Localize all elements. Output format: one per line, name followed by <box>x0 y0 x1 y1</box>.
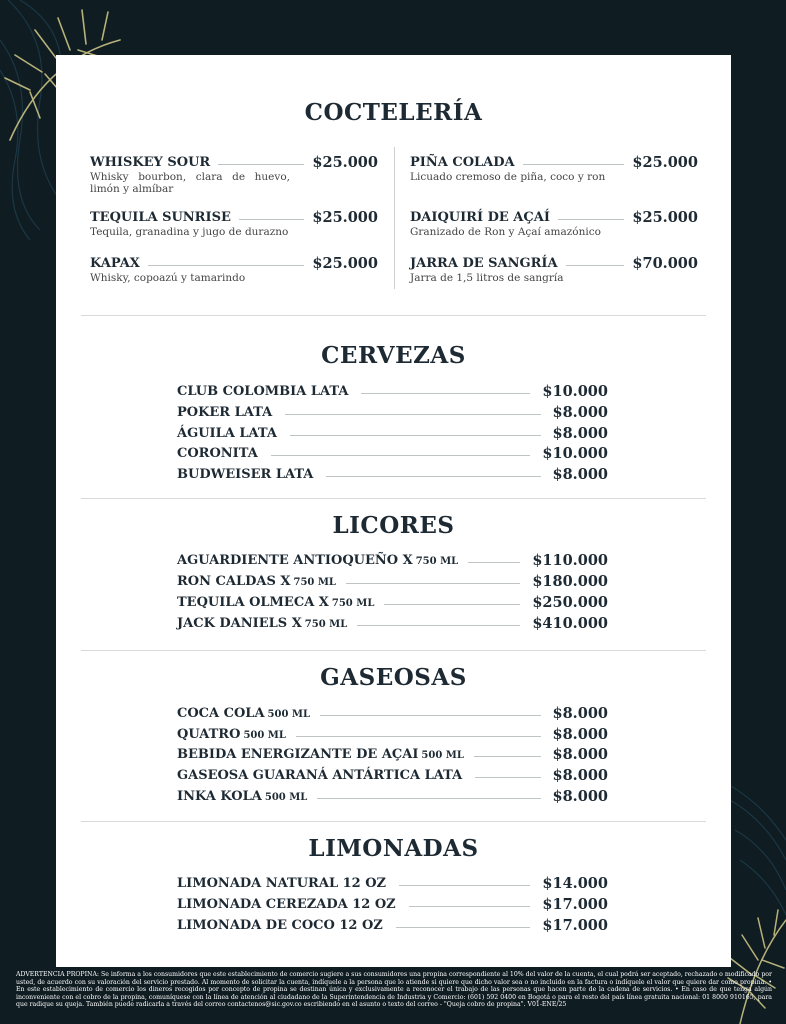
item-description: Tequila, granadina y jugo de durazno <box>90 226 289 238</box>
item-price: $25.000 <box>312 153 378 171</box>
leader-line <box>239 219 305 220</box>
leader-line <box>523 164 625 165</box>
leader-line <box>271 455 531 456</box>
menu-item-pina-colada <box>410 154 698 183</box>
leader-line <box>285 414 540 415</box>
item-name: TEQUILA OLMECA X 750 ML <box>177 595 375 610</box>
tip-disclaimer: ADVERTENCIA PROPINA: Se informa a los consumidores que este establecimiento de comercio sugiere a sus consumidores una propina correspondiente al 10% del valor de la cuenta, el cual podrá ser aceptado, rechazado o modificado por usted, de acuerdo con su valoración del servicio prestado. Al momento de solicitar la cuenta, indíquele a la persona que lo atiende si quiere que dicho valor sea o no incluido en la factura o indíquele el valor que quiere dar como propina. • En este establecimiento de comercio los dineros recogidos por concepto de propina se destinan única y exclusivamente a reconocer el trabajo de las personas que hacen parte de la cadena de servicios. • En caso de que tenga algún inconveniente con el cobro de la propina, comuníquese con la línea de atención al ciudadano de la Superintendencia de Industria y Comercio: (601) 592 0400 en Bogotá o para el resto del país línea gratuita nacional: 01 8000 910165, para que radique su queja. También puede radicarla a través del correo contactenos@sic.gov.co escribiendo en el asunto o texto del correo - "Queja cobro de propina". V01-ENE/25 <box>16 971 772 1009</box>
item-description: Jarra de 1,5 litros de sangría <box>410 272 564 284</box>
menu-item-jarra-sangria <box>410 255 698 284</box>
section-divider <box>81 821 706 822</box>
leader-line <box>399 885 530 886</box>
item-name: LIMONADA DE COCO 12 OZ <box>177 918 383 933</box>
item-price: $10.000 <box>542 383 608 400</box>
menu-item-inka-kola <box>177 787 608 806</box>
item-price: $25.000 <box>312 208 378 226</box>
leader-line <box>148 265 305 266</box>
leader-line <box>357 625 520 626</box>
item-price: $17.000 <box>542 917 608 934</box>
menu-panel <box>56 55 731 967</box>
item-name: LIMONADA NATURAL 12 OZ <box>177 876 387 891</box>
item-name: COCA COLA 500 ML <box>177 706 310 721</box>
column-separator <box>394 147 395 289</box>
leader-line <box>346 583 520 584</box>
leader-line <box>396 927 531 928</box>
section-title-cocteleria: COCTELERÍA <box>304 99 483 126</box>
menu-item-whiskey-sour <box>90 154 378 195</box>
item-name: POKER LATA <box>177 405 273 420</box>
menu-item-jack-daniels <box>177 614 608 633</box>
item-price: $8.000 <box>552 788 608 805</box>
section-divider <box>81 650 706 651</box>
leader-line <box>296 736 541 737</box>
item-price: $14.000 <box>542 875 608 892</box>
item-price: $17.000 <box>542 896 608 913</box>
item-name: QUATRO 500 ML <box>177 727 286 742</box>
menu-item-daiquiri-acai <box>410 209 698 238</box>
menu-item-coronita <box>177 444 608 463</box>
item-price: $8.000 <box>552 404 608 421</box>
menu-item-tequila-olmeca <box>177 593 608 612</box>
section-divider <box>81 315 706 316</box>
item-price: $25.000 <box>632 208 698 226</box>
item-name: KAPAX <box>90 255 140 271</box>
menu-item-quatro <box>177 725 608 744</box>
item-price: $8.000 <box>552 705 608 722</box>
menu-item-guarana <box>177 766 608 785</box>
item-description: Licuado cremoso de piña, coco y ron <box>410 171 606 183</box>
menu-item-budweiser <box>177 465 608 484</box>
leader-line <box>474 756 541 757</box>
item-name: INKA KOLA 500 ML <box>177 789 308 804</box>
leader-line <box>558 219 625 220</box>
item-price: $110.000 <box>532 552 608 569</box>
item-name: PIÑA COLADA <box>410 154 515 170</box>
menu-item-tequila-sunrise <box>90 209 378 238</box>
leader-line <box>290 435 541 436</box>
menu-item-limonada-cerezada <box>177 895 608 914</box>
item-name: RON CALDAS X 750 ML <box>177 574 336 589</box>
menu-item-club-colombia <box>177 382 608 401</box>
item-description: Granizado de Ron y Açaí amazónico <box>410 226 601 238</box>
menu-item-poker <box>177 403 608 422</box>
item-price: $8.000 <box>552 726 608 743</box>
menu-item-ron-caldas <box>177 572 608 591</box>
leader-line <box>218 164 304 165</box>
leader-line <box>326 476 540 477</box>
item-name: BUDWEISER LATA <box>177 467 314 482</box>
item-price: $10.000 <box>542 445 608 462</box>
item-name: BEBIDA ENERGIZANTE DE AÇAI 500 ML <box>177 747 464 762</box>
item-name: CLUB COLOMBIA LATA <box>177 384 349 399</box>
item-description: Whisky, copoazú y tamarindo <box>90 272 246 284</box>
item-price: $180.000 <box>532 573 608 590</box>
section-title-limonadas: LIMONADAS <box>308 835 479 862</box>
section-title-licores: LICORES <box>332 512 455 539</box>
item-name: JARRA DE SANGRÍA <box>410 255 558 271</box>
section-title-cervezas: CERVEZAS <box>321 342 466 369</box>
item-price: $8.000 <box>552 425 608 442</box>
item-name: LIMONADA CEREZADA 12 OZ <box>177 897 396 912</box>
menu-item-limonada-coco <box>177 916 608 935</box>
item-price: $25.000 <box>312 254 378 272</box>
leader-line <box>468 562 520 563</box>
section-title-gaseosas: GASEOSAS <box>320 664 467 691</box>
menu-item-aguila <box>177 424 608 443</box>
item-name: ÁGUILA LATA <box>177 426 277 441</box>
item-name: CORONITA <box>177 446 258 461</box>
leader-line <box>317 798 540 799</box>
item-price: $25.000 <box>632 153 698 171</box>
section-divider <box>81 498 706 499</box>
item-price: $8.000 <box>552 466 608 483</box>
leader-line <box>361 393 530 394</box>
leader-line <box>320 715 541 716</box>
item-price: $70.000 <box>632 254 698 272</box>
item-name: WHISKEY SOUR <box>90 154 211 170</box>
item-price: $8.000 <box>552 767 608 784</box>
leader-line <box>384 604 520 605</box>
menu-item-energizante <box>177 745 608 764</box>
item-price: $410.000 <box>532 615 608 632</box>
menu-item-aguardiente <box>177 551 608 570</box>
item-name: JACK DANIELS X 750 ML <box>177 616 348 631</box>
item-name: TEQUILA SUNRISE <box>90 209 231 225</box>
item-name: DAIQUIRÍ DE AÇAÍ <box>410 209 550 225</box>
leader-line <box>409 906 531 907</box>
item-price: $250.000 <box>532 594 608 611</box>
leader-line <box>475 777 540 778</box>
item-name: AGUARDIENTE ANTIOQUEÑO X 750 ML <box>177 553 459 568</box>
menu-item-kapax <box>90 255 378 284</box>
item-name: GASEOSA GUARANÁ ANTÁRTICA LATA <box>177 768 463 783</box>
leader-line <box>566 265 625 266</box>
menu-item-coca-cola <box>177 704 608 723</box>
item-price: $8.000 <box>552 746 608 763</box>
menu-item-limonada-natural <box>177 874 608 893</box>
item-description: Whisky bourbon, clara de huevo, limón y almíbar <box>90 171 290 195</box>
